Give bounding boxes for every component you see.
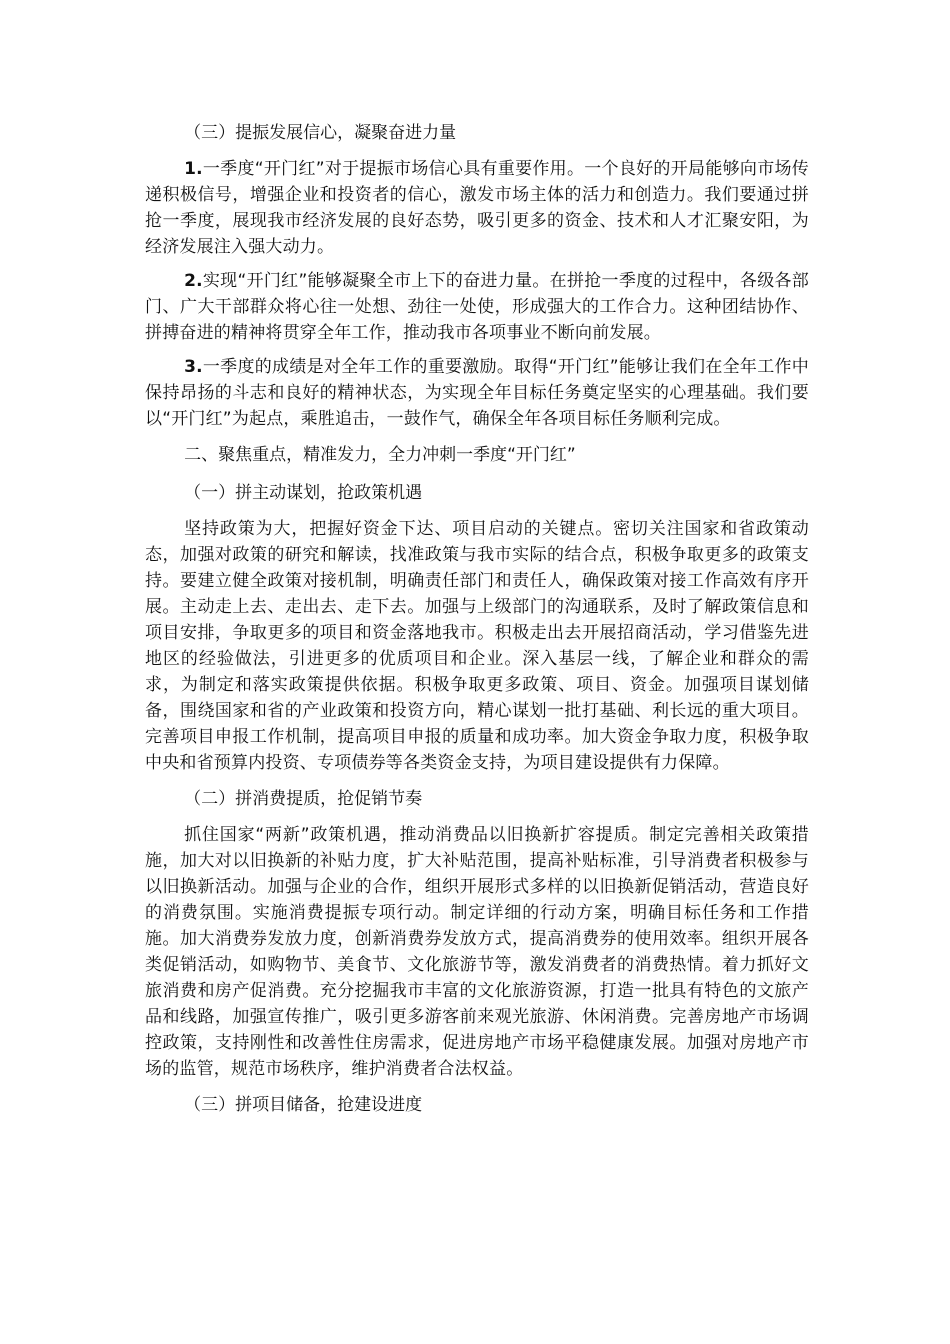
paragraph-3-text: 一季度的成绩是对全年工作的重要激励。取得“开门红”能够让我们在全年工作中保持昂扬的斗志和良好的精神状态，为实现全年目标任务奠定坚实的心理基础。我们要以“开门红”为起点，乘胜追击，一鼓作气，确保全年各项目标任务顺利完成。 — [145, 357, 809, 429]
paragraph-1-text: 一季度“开门红”对于提振市场信心具有重要作用。一个良好的开局能够向市场传递积极信号，增强企业和投资者的信心，激发市场主体的活力和创造力。我们要通过拼抢一季度，展现我市经济发展的良好态势，吸引更多的资金、技术和人才汇聚安阳，为经济发展注入强大动力。 — [145, 159, 809, 257]
section-heading-consumption: （二）拼消费提质，抢促销节奏 — [184, 789, 423, 809]
paragraph-2 — [145, 268, 809, 346]
paragraph-consumption: 抓住国家“两新”政策机遇，推动消费品以旧换新扩容提质。制定完善相关政策措施，加大对以旧换新的补贴力度，扩大补贴范围，提高补贴标准，引导消费者积极参与以旧换新活动。加强与企业的合作，组织开展形式多样的以旧换新促销活动，营造良好的消费氛围。实施消费提振专项行动。制定详细的行动方案，明确目标任务和工作措施。加大消费券发放力度，创新消费券发放方式，提高消费券的使用效率。组织开展各类促销活动，如购物节、美食节、文化旅游节等，激发消费者的消费热情。着力抓好文旅消费和房产促消费。充分挖掘我市丰富的文化旅游资源，打造一批具有特色的文旅产品和线路，加强宣传推广，吸引更多游客前来观光旅游、休闲消费。完善房地产市场调控政策，支持刚性和改善性住房需求，促进房地产市场平稳健康发展。加强对房地产市场的监管，规范市场秩序，维护消费者合法权益。 — [145, 825, 809, 1079]
paragraph-1 — [145, 156, 809, 260]
section-heading-projects: （三）拼项目储备，抢建设进度 — [184, 1095, 423, 1115]
section-heading-policy: （一）拼主动谋划，抢政策机遇 — [184, 483, 423, 503]
paragraph-3-number: 3. — [184, 357, 203, 377]
paragraph-3 — [145, 354, 809, 432]
paragraph-policy: 坚持政策为大，把握好资金下达、项目启动的关键点。密切关注国家和省政策动态，加强对政策的研究和解读，找准政策与我市实际的结合点，积极争取更多的政策支持。要建立健全政策对接机制，明确责任部门和责任人，确保政策对接工作高效有序开展。主动走上去、走出去、走下去。加强与上级部门的沟通联系，及时了解政策信息和项目安排，争取更多的项目和资金落地我市。积极走出去开展招商活动，学习借鉴先进地区的经验做法，引进更多的优质项目和企业。深入基层一线，了解企业和群众的需求，为制定和落实政策提供依据。积极争取更多政策、项目、资金。加强项目谋划储备，围绕国家和省的产业政策和投资方向，精心谋划一批打基础、利长远的重大项目。完善项目申报工作机制，提高项目申报的质量和成功率。加大资金争取力度，积极争取中央和省预算内投资、专项债券等各类资金支持，为项目建设提供有力保障。 — [145, 519, 809, 773]
paragraph-2-text: 实现“开门红”能够凝聚全市上下的奋进力量。在拼抢一季度的过程中，各级各部门、广大干部群众将心往一处想、劲往一处使，形成强大的工作合力。这种团结协作、拼搏奋进的精神将贯穿全年工作，推动我市各项事业不断向前发展。 — [145, 271, 809, 343]
chapter-heading-focus: 二、聚焦重点，精准发力，全力冲刺一季度“开门红” — [184, 445, 576, 465]
section-heading-boost-confidence: （三）提振发展信心，凝聚奋进力量 — [184, 123, 457, 143]
document-page — [145, 118, 809, 1128]
paragraph-2-number: 2. — [184, 271, 203, 291]
paragraph-1-number: 1. — [184, 159, 203, 179]
